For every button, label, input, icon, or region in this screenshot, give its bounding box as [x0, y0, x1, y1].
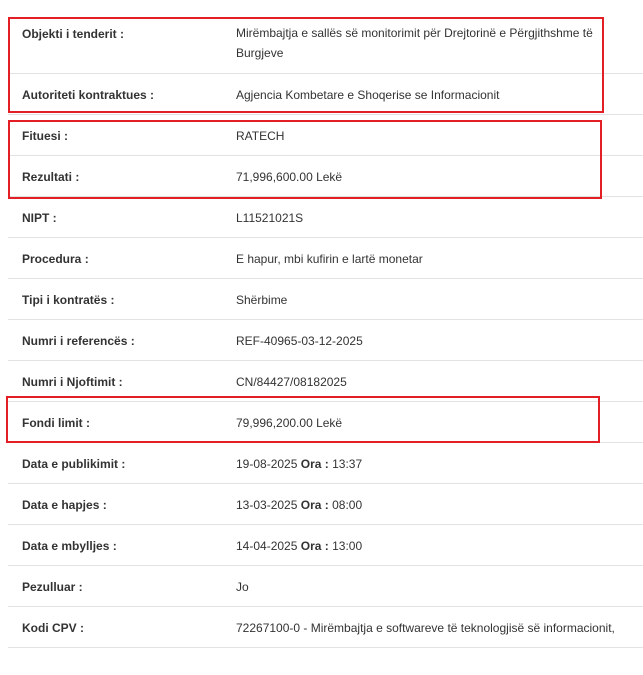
- row-value: L11521021S: [236, 211, 304, 225]
- row-label: Autoriteti kontraktues :: [22, 88, 155, 102]
- row-label: Data e publikimit :: [22, 457, 126, 471]
- row-pezulluar: [8, 566, 643, 607]
- row-value: 71,996,600.00 Lekë: [236, 170, 343, 184]
- row-numri-references: [8, 320, 643, 361]
- row-value: E hapur, mbi kufirin e lartë monetar: [236, 252, 423, 266]
- date-value: 19-08-2025: [236, 457, 298, 471]
- row-value: 72267100-0 - Mirëmbajtja e softwareve të teknologjisë së informacionit,: [236, 621, 615, 635]
- row-label: Rezultati :: [22, 170, 80, 184]
- date-value: 13-03-2025: [236, 498, 298, 512]
- row-label: Pezulluar :: [22, 580, 83, 594]
- row-objekti: [8, 12, 643, 74]
- row-value: 79,996,200.00 Lekë: [236, 416, 343, 430]
- row-value: Mirëmbajtja e sallës së monitorimit për Drejtorinë e Përgjithshme të Burgjeve: [236, 26, 593, 60]
- row-value: Jo: [236, 580, 249, 594]
- row-value: [236, 536, 631, 556]
- row-value: [236, 495, 631, 515]
- row-value: REF-40965-03-12-2025: [236, 334, 363, 348]
- row-value: [236, 454, 631, 474]
- row-fituesi: [8, 115, 643, 156]
- row-value: CN/84427/08182025: [236, 375, 347, 389]
- row-label: Objekti i tenderit :: [22, 27, 125, 41]
- time-value: 13:00: [332, 539, 363, 553]
- row-procedura: [8, 238, 643, 279]
- row-label: NIPT :: [22, 211, 57, 225]
- row-label: Numri i referencës :: [22, 334, 135, 348]
- ora-label: Ora :: [300, 498, 329, 512]
- row-value: RATECH: [236, 129, 285, 143]
- row-data-mbylljes: [8, 525, 643, 566]
- row-fondi-limit: [8, 402, 643, 443]
- row-rezultati: [8, 156, 643, 197]
- row-value: Agjencia Kombetare e Shoqerise se Informacionit: [236, 88, 500, 102]
- row-label: Fondi limit :: [22, 416, 90, 430]
- row-label: Numri i Njoftimit :: [22, 375, 123, 389]
- time-value: 08:00: [332, 498, 363, 512]
- row-numri-njoftimit: [8, 361, 643, 402]
- row-kodi-cpv: [8, 607, 643, 648]
- row-label: Tipi i kontratës :: [22, 293, 115, 307]
- row-nipt: [8, 197, 643, 238]
- ora-label: Ora :: [300, 457, 329, 471]
- row-label: Kodi CPV :: [22, 621, 84, 635]
- row-data-publikimit: [8, 443, 643, 484]
- row-label: Procedura :: [22, 252, 89, 266]
- row-autoriteti: [8, 74, 643, 115]
- row-label: Fituesi :: [22, 129, 69, 143]
- row-label: Data e mbylljes :: [22, 539, 117, 553]
- row-tipi-kontrates: [8, 279, 643, 320]
- date-value: 14-04-2025: [236, 539, 298, 553]
- row-label: Data e hapjes :: [22, 498, 107, 512]
- row-value: Shërbime: [236, 293, 288, 307]
- row-data-hapjes: [8, 484, 643, 525]
- ora-label: Ora :: [300, 539, 329, 553]
- time-value: 13:37: [332, 457, 363, 471]
- tender-details-table: [8, 12, 643, 648]
